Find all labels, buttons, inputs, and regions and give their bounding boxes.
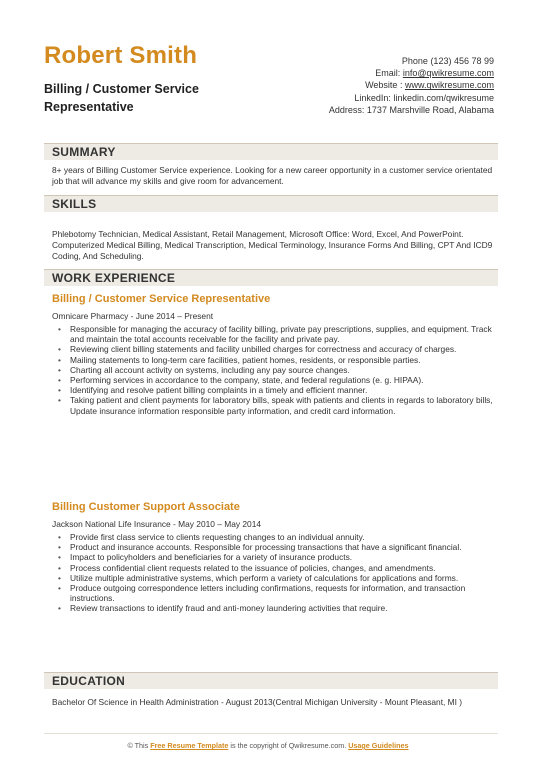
education-section-header <box>44 672 498 689</box>
usage-guidelines-link[interactable]: Usage Guidelines <box>348 741 409 750</box>
job-title: Billing Customer Support Associate <box>52 501 240 513</box>
work-heading: WORK EXPERIENCE <box>52 271 176 285</box>
linkedin-value: linkedin.com/qwikresume <box>393 92 494 103</box>
summary-heading: SUMMARY <box>52 145 116 159</box>
education-heading: EDUCATION <box>52 674 126 688</box>
contact-block <box>329 55 494 116</box>
education-text: Bachelor Of Science in Health Administration - August 2013(Central Michigan University - Mount Pleasant, MI ) <box>52 697 463 707</box>
address-label: Address: <box>328 104 365 115</box>
list-item: • Product and insurance accounts. Responsible for processing transactions that have a significant financial. <box>58 542 498 552</box>
phone-label: Phone <box>401 56 428 66</box>
phone-value: (123) 456 78 99 <box>430 56 494 66</box>
list-item: • Utilize multiple administrative systems, which perform a variety of calculations for applications and forms. <box>58 573 498 583</box>
list-item: • Provide first class service to clients requesting changes to an individual annuity. <box>58 532 498 542</box>
job-meta: Jackson National Life Insurance - May 2010 – May 2014 <box>52 519 262 529</box>
contact-linkedin <box>329 92 494 104</box>
job-bullet-list <box>58 324 498 416</box>
job-meta: Omnicare Pharmacy - June 2014 – Present <box>52 311 214 321</box>
list-item: • Taking patient and client payments for laboratory bills, speak with patients and clients in regards to laboratory bills, Update insurance information responsible party information, and credit card information. <box>58 395 498 415</box>
job-bullet-list <box>58 532 498 614</box>
website-label: Website : <box>365 80 403 91</box>
list-item: • Responsible for managing the accuracy of facility billing, private pay prescriptions, supplies, and equipment. Track and maintain the total accounts receivable for the facility and private pay. <box>58 324 498 344</box>
job-title: Billing / Customer Service Representative <box>52 293 271 305</box>
contact-website <box>329 79 494 91</box>
footer-copyright-text: is the copyright of Qwikresume.com. <box>230 741 347 750</box>
skills-heading: SKILLS <box>52 197 97 211</box>
footer <box>0 741 536 750</box>
work-section-header <box>44 269 498 286</box>
skills-text: Phlebotomy Technician, Medical Assistant, Retail Management, Microsoft Office: Word, Excel, And PowerPoint. Computerized Medical Billing, Medical Transcription, Medical Terminology, Insurance Forms And Billing, CPT And ICD9 Coding, And Scheduling. <box>52 229 493 261</box>
summary-section-header <box>44 143 498 160</box>
list-item: • Process confidential client requests related to the issuance of policies, changes, and amendments. <box>58 563 498 573</box>
candidate-name: Robert Smith <box>44 42 198 69</box>
contact-email <box>329 67 494 79</box>
list-item: • Performing services in accordance to the company, state, and federal regulations (e. g. HIPAA). <box>58 375 498 385</box>
free-resume-template-link[interactable]: Free Resume Template <box>150 741 229 750</box>
skills-section-header <box>44 195 498 212</box>
list-item: • Identifying and resolve patient billing complaints in a timely and efficient manner. <box>58 385 498 395</box>
contact-phone <box>329 55 494 67</box>
list-item: • Mailing statements to long-term care facilities, patient homes, residents, or responsible parties. <box>58 355 498 365</box>
list-item: • Charting all account activity on systems, including any pay source changes. <box>58 365 498 375</box>
website-link[interactable]: www.qwikresume.com <box>404 80 494 91</box>
address-value: 1737 Marshville Road, Alabama <box>366 104 494 115</box>
linkedin-label: LinkedIn: <box>354 92 391 103</box>
email-link[interactable]: info@qwikresume.com <box>402 68 494 79</box>
list-item: • Impact to policyholders and beneficiaries for a variety of insurance products. <box>58 552 498 562</box>
footer-divider <box>44 733 498 734</box>
candidate-title: Billing / Customer Service Representative <box>44 82 199 114</box>
footer-prefix: © This <box>127 741 149 750</box>
contact-address <box>329 104 494 116</box>
list-item: • Review transactions to identify fraud and anti-money laundering activities that require. <box>58 603 498 613</box>
list-item: • Reviewing client billing statements and facility unbilled charges for correctness and accuracy of charges. <box>58 344 498 354</box>
list-item: • Produce outgoing correspondence letters including confirmations, requests for information, and transaction instructions. <box>58 583 498 603</box>
email-label: Email: <box>375 68 401 79</box>
summary-text: 8+ years of Billing Customer Service experience. Looking for a new career opportunity in a customer service orientated job that will advance my skills and give room for advancement. <box>52 165 493 186</box>
